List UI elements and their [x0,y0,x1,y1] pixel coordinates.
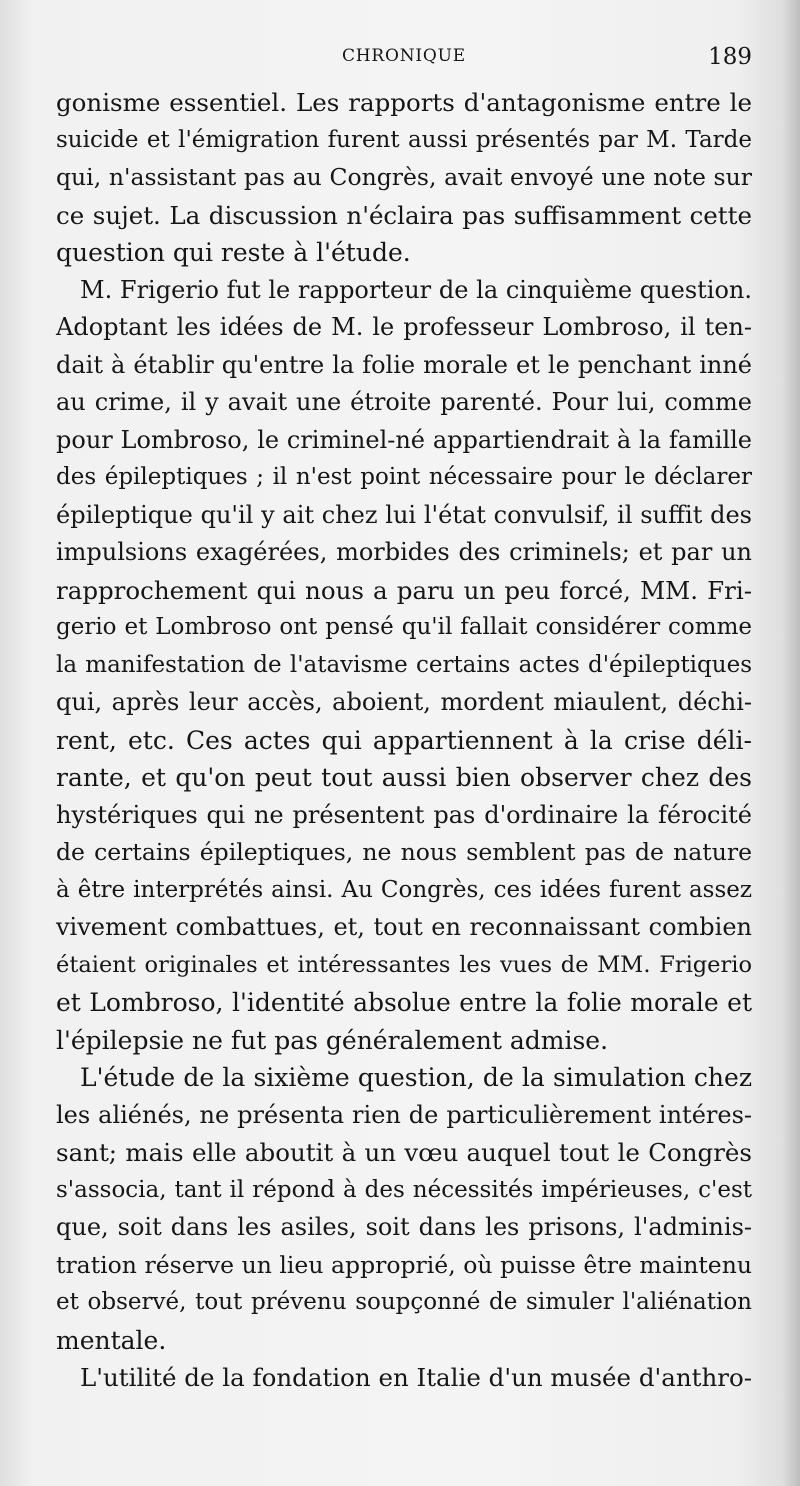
text-line: gonisme essentiel. Les rapports d'antagonisme entre le [56,88,752,117]
text-line: à être interprétés ainsi. Au Congrès, ces idées furent assez [56,876,752,903]
text-line: sant; mais elle aboutit à un vœu auquel tout le Congrès [56,1138,752,1167]
text-line: qui, après leur accès, aboient, mordent miaulent, déchi- [56,688,752,716]
page-number: 189 [708,44,752,70]
text-line: rapprochement qui nous a paru un peu forcé, MM. Fri- [56,575,752,605]
page-edge-shadow [782,0,800,1486]
text-line: que, soit dans les asiles, soit dans les prisons, l'adminis- [56,1213,752,1241]
text-line: rante, et qu'on peut tout aussi bien observer chez des [56,763,752,792]
text-line: étaient originales et intéressantes les vues de MM. Frigerio [56,951,752,978]
text-line: Adoptant les idées de M. le professeur Lombroso, il ten- [56,313,752,341]
text-line: tration réserve un lieu approprié, où puisse être maintenu [56,1250,752,1279]
text-line: les aliénés, ne présenta rien de particulièrement intéres- [56,1100,752,1129]
text-line: L'utilité de la fondation en Italie d'un musée d'anthro- [80,1363,752,1392]
text-line: L'étude de la sixième question, de la simulation chez [80,1063,752,1092]
text-line: la manifestation de l'atavisme certains actes d'épileptiques [56,651,752,678]
paragraph-3 [56,1059,752,1359]
text-line: impulsions exagérées, morbides des criminels; et par un [56,538,752,566]
text-line: pour Lombroso, le criminel-né appartiendrait à la famille [56,425,752,454]
page-header [56,44,752,78]
text-line: M. Frigerio fut le rapporteur de la cinquième question. [80,275,752,304]
text-line: rent, etc. Ces actes qui appartiennent à la crise déli- [56,725,752,755]
text-line: au crime, il y avait une étroite parenté. Pour lui, comme [56,388,752,416]
text-line: l'épilepsie ne fut pas généralement admise. [56,1025,609,1055]
text-line: et Lombroso, l'identité absolue entre la folie morale et [56,988,752,1017]
text-line: ce sujet. La discussion n'éclaira pas suffisamment cette [56,200,752,230]
text-line: gerio et Lombroso ont pensé qu'il fallait considérer comme [56,614,752,640]
text-line: épileptique qu'il y ait chez lui l'état convulsif, il suffit des [56,500,752,529]
text-line: dait à établir qu'entre la folie morale et le penchant inné [56,350,752,379]
text-line: de certains épileptiques, ne nous semblent pas de nature [56,838,752,866]
paragraph-1 [56,84,752,272]
text-line: suicide et l'émigration furent aussi présentés par M. Tarde [56,126,752,153]
paragraph-2 [56,272,752,1060]
text-line: des épileptiques ; il n'est point nécessaire pour le déclarer [56,464,752,490]
text-line: mentale. [56,1325,167,1355]
paragraph-4 [56,1359,752,1397]
text-line: hystériques qui ne présentent pas d'ordinaire la férocité [56,800,752,829]
text-line: et observé, tout prévenu soupçonné de simuler l'aliénation [56,1289,752,1315]
text-line: qui, n'assistant pas au Congrès, avait envoyé une note sur [56,163,752,191]
text-line: question qui reste à l'étude. [56,238,411,267]
text-line: s'associa, tant il répond à des nécessités impérieuses, c'est [56,1176,752,1203]
running-head: CHRONIQUE [341,46,467,66]
text-line: vivement combattues, et, tout en reconnaissant combien [56,913,752,941]
body-text [56,84,752,1397]
